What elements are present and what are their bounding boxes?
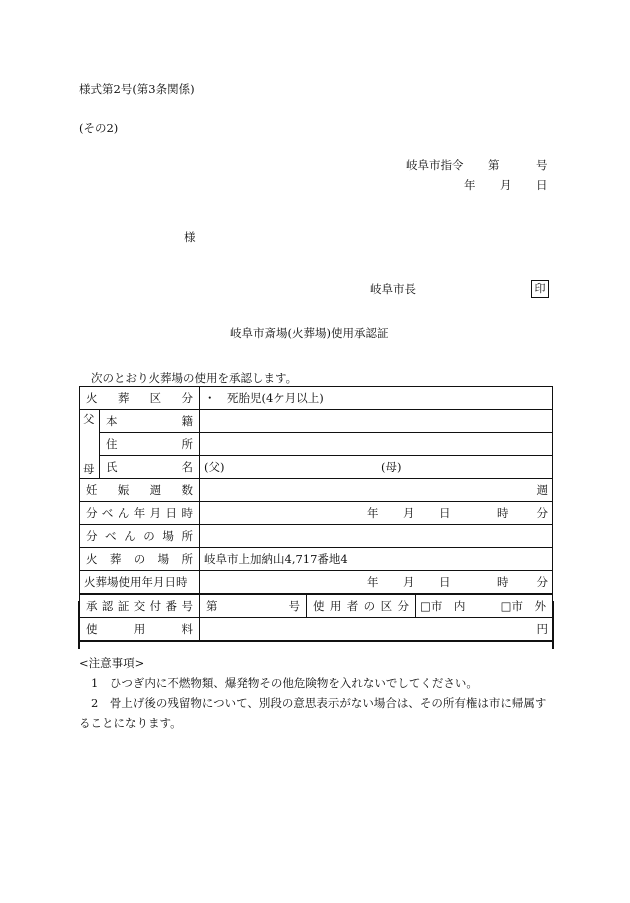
use-day: 日	[439, 575, 451, 589]
note-2-line1: 2 骨上げ後の残留物について、別段の意思表示がない場合は、その所有権は市に帰属す	[91, 696, 547, 710]
mayor-label: 岐阜市長	[370, 282, 416, 296]
use-minute: 分	[536, 575, 549, 589]
permit-no-value: 第 号	[206, 599, 300, 613]
row-honseki	[80, 410, 553, 433]
use-month: 月	[403, 575, 415, 589]
user-category-label: 使 用 者 の 区 分	[313, 599, 409, 613]
mother-label: 母	[83, 462, 95, 476]
in-city-checkbox[interactable]: □市 内	[420, 599, 466, 613]
use-date-label: 火葬場使用年月日時	[80, 571, 200, 595]
delivery-date-label: 分 べ ん 年 月 日 時	[86, 506, 193, 520]
application-table	[79, 386, 553, 642]
note-2-line2: ることになります。	[79, 716, 182, 730]
row-permit	[80, 594, 553, 618]
gestation-unit: 週	[200, 479, 553, 502]
use-hour: 時	[497, 575, 509, 589]
cremation-place-value: 岐阜市上加納山4,717番地4	[200, 548, 553, 571]
seal-box: 印	[531, 280, 549, 298]
delivery-place-label: 分 べ ん の 場 所	[86, 529, 193, 543]
delivery-place-value	[200, 525, 553, 548]
category-value: ・ 死胎児(4ケ月以上)	[200, 387, 553, 410]
form-number: 様式第2号(第3条関係)	[79, 82, 195, 96]
date-day: 日	[536, 178, 548, 192]
delivery-day: 日	[439, 506, 451, 520]
fee-label: 使 用 料	[86, 622, 193, 636]
name-father: (父)	[204, 460, 225, 474]
out-city-checkbox[interactable]: □市 外	[500, 599, 547, 613]
address-label: 住 所	[106, 437, 193, 451]
row-delivery-date	[80, 502, 553, 525]
address-value	[200, 433, 553, 456]
notes-heading: <注意事項>	[79, 656, 145, 670]
name-mother: (母)	[381, 460, 402, 474]
intro-text: 次のとおり火葬場の使用を承認します。	[91, 371, 298, 385]
row-use-date	[80, 571, 553, 595]
delivery-minute: 分	[536, 506, 549, 520]
use-year: 年	[367, 575, 379, 589]
note-1: 1 ひつぎ内に不燃物類、爆発物その他危険物を入れないでしてください。	[91, 676, 478, 690]
addressee-suffix: 様	[184, 230, 196, 244]
honseki-label: 本 籍	[106, 414, 193, 428]
row-address	[80, 433, 553, 456]
cremation-place-label: 火 葬 の 場 所	[86, 552, 193, 566]
document-title: 岐阜市斎場(火葬場)使用承認証	[230, 326, 389, 340]
sub-number: (その2)	[79, 121, 119, 135]
issuer-ref-prefix: 岐阜市指令	[406, 158, 464, 172]
gestation-label: 妊 娠 週 数	[86, 483, 193, 497]
date-year: 年	[464, 178, 476, 192]
row-cremation-place	[80, 548, 553, 571]
honseki-value	[200, 410, 553, 433]
parents-cell	[80, 410, 100, 479]
row-delivery-place	[80, 525, 553, 548]
category-label: 火 葬 区 分	[86, 391, 193, 405]
fee-unit: 円	[200, 618, 553, 642]
father-label: 父	[83, 412, 95, 426]
row-fee	[80, 618, 553, 642]
issuer-ref-dai: 第	[488, 158, 500, 172]
delivery-year: 年	[367, 506, 379, 520]
delivery-month: 月	[403, 506, 415, 520]
name-label: 氏 名	[106, 460, 193, 474]
delivery-hour: 時	[497, 506, 509, 520]
issuer-ref-go: 号	[536, 158, 548, 172]
row-category	[80, 387, 553, 410]
date-month: 月	[500, 178, 512, 192]
row-name	[80, 456, 553, 479]
permit-no-label: 承 認 証 交 付 番 号	[86, 599, 193, 613]
row-gestation	[80, 479, 553, 502]
